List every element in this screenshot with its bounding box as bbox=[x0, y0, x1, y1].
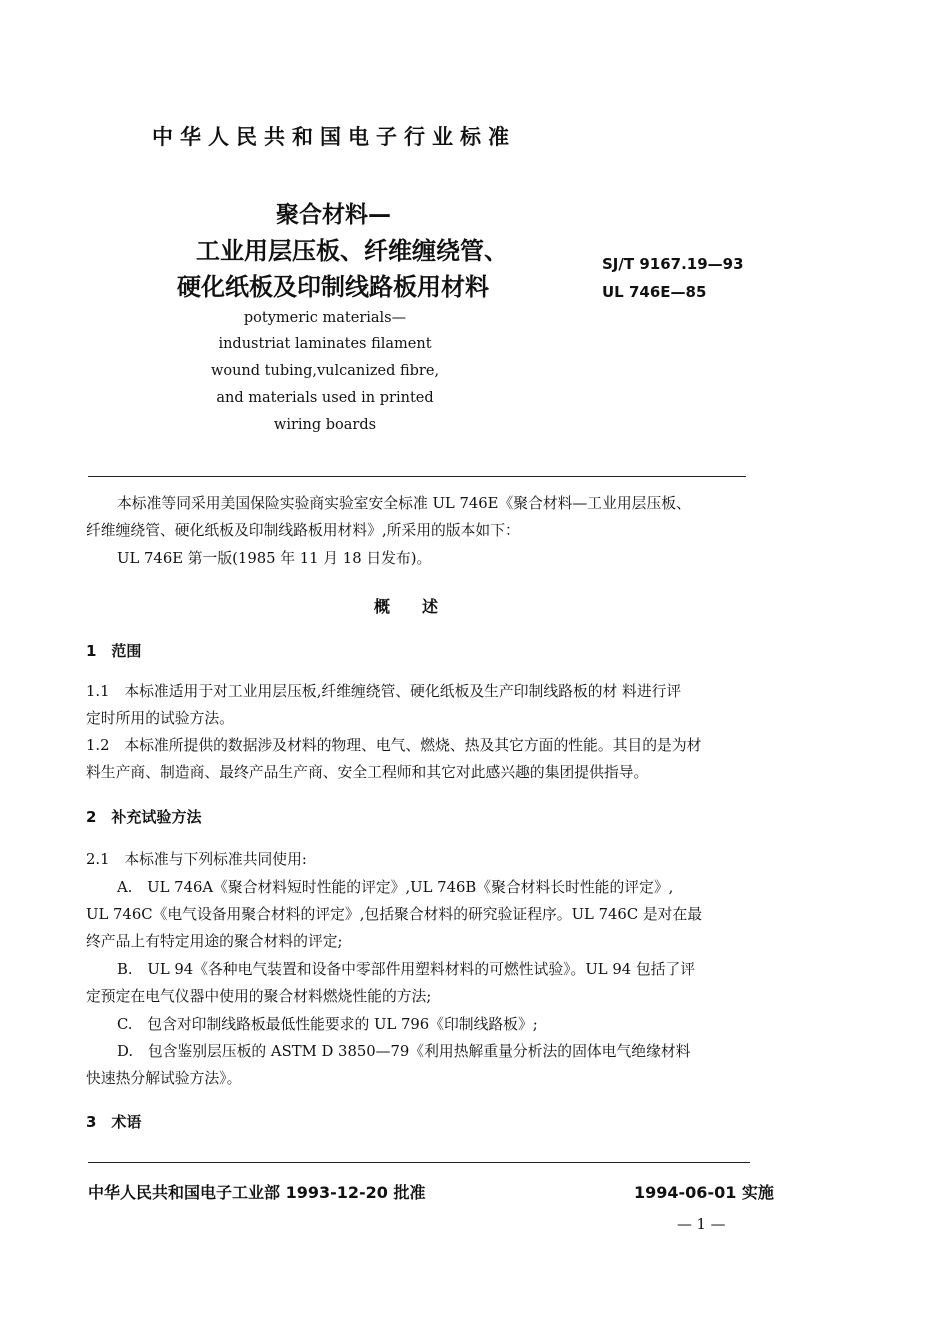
clause-line: 定时所用的试验方法。 bbox=[86, 710, 234, 727]
list-item-c: C. 包含对印制线路板最低性能要求的 UL 796《印制线路板》; bbox=[117, 1016, 538, 1033]
clause-line: 1.2 本标准所提供的数据涉及材料的物理、电气、燃烧、热及其它方面的性能。其目的是为材 bbox=[86, 737, 702, 754]
clause-line: 料生产商、制造商、最终产品生产商、安全工程师和其它对此感兴趣的集团提供指导。 bbox=[86, 764, 649, 781]
standard-category-header: 中华人民共和国电子行业标准 bbox=[152, 124, 516, 149]
title-en-line: industriat laminates filament bbox=[218, 336, 432, 352]
footer-divider bbox=[88, 1162, 750, 1163]
list-item-b: B. UL 94《各种电气装置和设备中零部件用塑料材料的可燃性试验》。UL 94 包括了评 bbox=[117, 961, 696, 978]
page-number: — 1 — bbox=[677, 1216, 726, 1233]
intro-paragraph-line: 纤维缠绕管、硬化纸板及印制线路板用材料》,所采用的版本如下： bbox=[86, 522, 520, 539]
list-item-b-cont: 定预定在电气仪器中使用的聚合材料燃烧性能的方法; bbox=[86, 988, 432, 1005]
section-heading-scope: 1 范围 bbox=[86, 642, 142, 660]
list-item-a-cont: UL 746C《电气设备用聚合材料的评定》,包括聚合材料的研究验证程序。UL 746C 是对在最 bbox=[86, 906, 703, 923]
title-cn-line-3: 硬化纸板及印制线路板用材料 bbox=[177, 273, 489, 301]
list-item-a-cont: 终产品上有特定用途的聚合材料的评定; bbox=[86, 933, 343, 950]
section-heading-test-methods: 2 补充试验方法 bbox=[86, 808, 202, 826]
overview-heading: 概 述 bbox=[374, 597, 439, 616]
title-en-line: potymeric materials— bbox=[243, 310, 407, 326]
section-heading-terms: 3 术语 bbox=[86, 1113, 142, 1131]
intro-paragraph-line: UL 746E 第一版(1985 年 11 月 18 日发布)。 bbox=[117, 550, 432, 567]
title-en-line: wiring boards bbox=[273, 417, 377, 433]
intro-paragraph-line: 本标准等同采用美国保险实验商实验室安全标准 UL 746E《聚合材料—工业用层压板、 bbox=[117, 495, 691, 512]
title-en-line: and materials used in printed bbox=[216, 390, 434, 406]
clause-line: 2.1 本标准与下列标准共同使用: bbox=[86, 851, 307, 868]
implementation-date: 1994-06-01 实施 bbox=[634, 1183, 774, 1202]
clause-line: 1.1 本标准适用于对工业用层压板,纤维缠绕管、硬化纸板及生产印制线路板的材 料进行评 bbox=[86, 683, 682, 700]
approval-line: 中华人民共和国电子工业部 1993-12-20 批准 bbox=[88, 1183, 426, 1202]
list-item-a: A. UL 746A《聚合材料短时性能的评定》,UL 746B《聚合材料长时性能的评定》, bbox=[117, 879, 674, 896]
title-cn-line-1: 聚合材料— bbox=[276, 202, 391, 228]
list-item-d-cont: 快速热分解试验方法》。 bbox=[86, 1070, 242, 1087]
title-en-line: wound tubing,vulcanized fibre, bbox=[210, 363, 440, 379]
standard-code-sj: SJ/T 9167.19—93 bbox=[602, 255, 744, 273]
list-item-d: D. 包含鉴别层压板的 ASTM D 3850—79《利用热解重量分析法的固体电气绝缘材料 bbox=[117, 1043, 691, 1060]
title-cn-line-2: 工业用层压板、纤维缠绕管、 bbox=[196, 237, 508, 265]
standard-code-ul: UL 746E—85 bbox=[602, 283, 707, 301]
title-divider bbox=[88, 476, 746, 477]
